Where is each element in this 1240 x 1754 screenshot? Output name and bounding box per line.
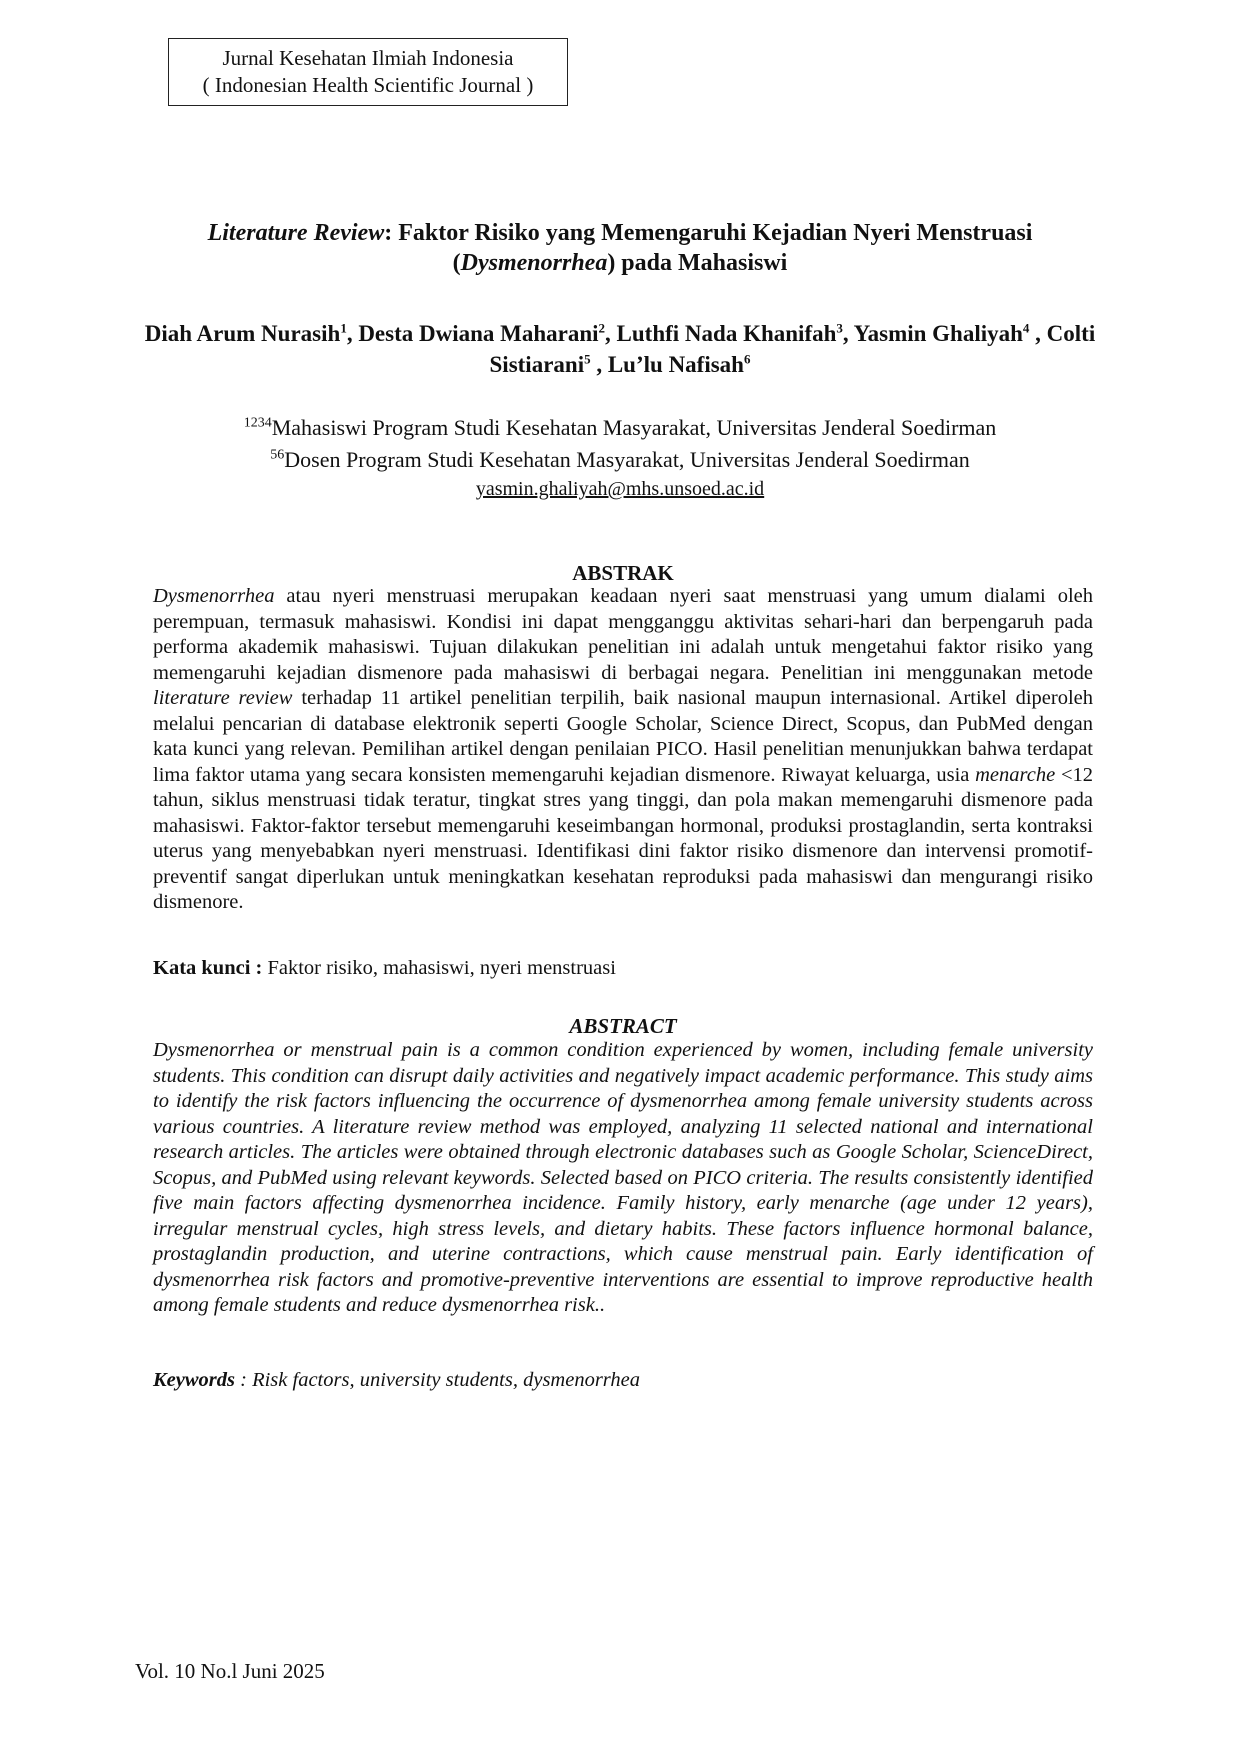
affiliation-line: $^{1234}$Mahasiswi Program Studi Kesehatan Masyarakat, Universitas Jenderal Soedirman (243, 415, 997, 440)
abstract-text: Dysmenorrhea or menstrual pain is a common condition experienced by women, including female university students. This condition can disrupt daily activities and negatively impact academic performance. This study aims to identify the risk factors influencing the occurrence of dysmenorrhea among female university students across various countries. A literature review method was employed, analyzing 11 selected national and international research articles. The articles were obtained through electronic databases such as Google Scholar, ScienceDirect, Scopus, and PubMed using relevant keywords. Selected based on PICO criteria. The results consistently identified five main factors affecting dysmenorrhea incidence. Family history, early menarche (age under 12 years), irregular menstrual cycles, high stress levels, and dietary habits. These factors influence hormonal balance, prostaglandin production, and uterine contractions, which cause menstrual pain. Early identification of dysmenorrhea risk factors and promotive-preventive interventions are essential to improve reproductive health among female students and reduce dysmenorrhea risk.. (153, 1039, 1093, 1316)
affiliation-line: $^{56}$Dosen Program Studi Kesehatan Masyarakat, Universitas Jenderal Soedirman (270, 447, 970, 472)
abstrak-heading: ABSTRAK (572, 561, 674, 585)
journal-header-box (168, 38, 568, 106)
corresponding-email-link[interactable]: yasmin.ghaliyah@mhs.unsoed.ac.id (475, 478, 765, 500)
journal-name: Jurnal Kesehatan Ilmiah Indonesia (222, 46, 514, 70)
keywords-label: Keywords (153, 1369, 235, 1391)
abstract-heading: ABSTRACT (569, 1014, 677, 1038)
author-name: Lu’lu Nafisah (607, 352, 744, 377)
keywords-text: : Risk factors, university students, dysmenorrhea (235, 1369, 641, 1391)
kata-kunci-text: Faktor risiko, mahasiswi, nyeri menstruasi (267, 957, 616, 979)
title-part-1: : Faktor Risiko yang Memengaruhi Kejadian Nyeri Menstruasi (384, 220, 1033, 246)
author-affiliation-mark: 5 (584, 351, 591, 367)
abstrak-text: Dysmenorrhea atau nyeri menstruasi merupakan keadaan nyeri saat menstruasi yang umum dialami oleh perempuan, termasuk mahasiswi. Kondisi ini dapat mengganggu aktivitas sehari-hari dan berpengaruh pada performa akademik mahasiswi. Tujuan dilakukan penelitian ini adalah untuk mengetahui faktor risiko yang memengaruhi kejadian dismenore pada mahasiswi di berbagai negara. Penelitian ini menggunakan metode literature review terhadap 11 artikel penelitian terpilih, baik nasional maupun internasional. Artikel diperoleh melalui pencarian di database elektronik seperti Google Scholar, Science Direct, Scopus, dan PubMed dengan kata kunci yang relevan. Pemilihan artikel dengan penilaian PICO. Hasil penelitian menunjukkan bahwa terdapat lima faktor utama yang secara konsisten memengaruhi kejadian dismenore. Riwayat keluarga, usia menarche <12 tahun, siklus menstruasi tidak teratur, tingkat stres yang tinggi, dan pola makan memengaruhi dismenore pada mahasiswi. Faktor-faktor tersebut memengaruhi keseimbangan hormonal, produksi prostaglandin, serta kontraksi uterus yang menyebabkan nyeri menstruasi. Identifikasi dini faktor risiko dismenore dan intervensi promotif-preventif sangat diperlukan untuk meningkatkan kesehatan reproduksi pada mahasiswi dan mengurangi risiko dismenore. (153, 585, 1094, 913)
keywords (153, 1367, 1093, 1393)
author-affiliation-mark: 6 (743, 351, 751, 367)
author-name: Diah Arum Nurasih (144, 321, 341, 346)
author-name: Colti Sistiarani (489, 321, 1096, 377)
author-name: Yasmin Ghaliyah (853, 321, 1023, 346)
author-list: Diah Arum Nurasih$^1$, Desta Dwiana Maharani$^2$, Luthfi Nada Khanifah$^3$, Yasmin Ghaliyah$^4$ , Colti Sistiarani$^5$ , Lu’lu Nafisah$^6$ (144, 320, 1096, 377)
kata-kunci (153, 955, 1093, 981)
title-part-2: ) pada Mahasiswi (607, 250, 788, 276)
title-prefix: Literature Review (207, 220, 385, 246)
author-affiliation-mark: 3 (836, 320, 843, 336)
author-name: Luthfi Nada Khanifah (616, 321, 837, 346)
title-italic-term: Dysmenorrhea (460, 250, 608, 276)
author-affiliation-mark: 4 (1022, 320, 1030, 336)
author-affiliation-mark: 2 (598, 320, 606, 336)
author-name: Desta Dwiana Maharani (358, 321, 599, 346)
journal-name-english: ( Indonesian Health Scientific Journal ) (202, 73, 534, 97)
affiliations (120, 412, 1120, 502)
author-affiliation-mark: 1 (340, 320, 347, 336)
kata-kunci-label: Kata kunci : (153, 957, 268, 979)
paper-title: Literature Review: Faktor Risiko yang Memengaruhi Kejadian Nyeri Menstruasi (Dysmenorrhea) pada Mahasiswi (207, 220, 1033, 276)
volume-footer: Vol. 10 No.l Juni 2025 (135, 1659, 325, 1683)
